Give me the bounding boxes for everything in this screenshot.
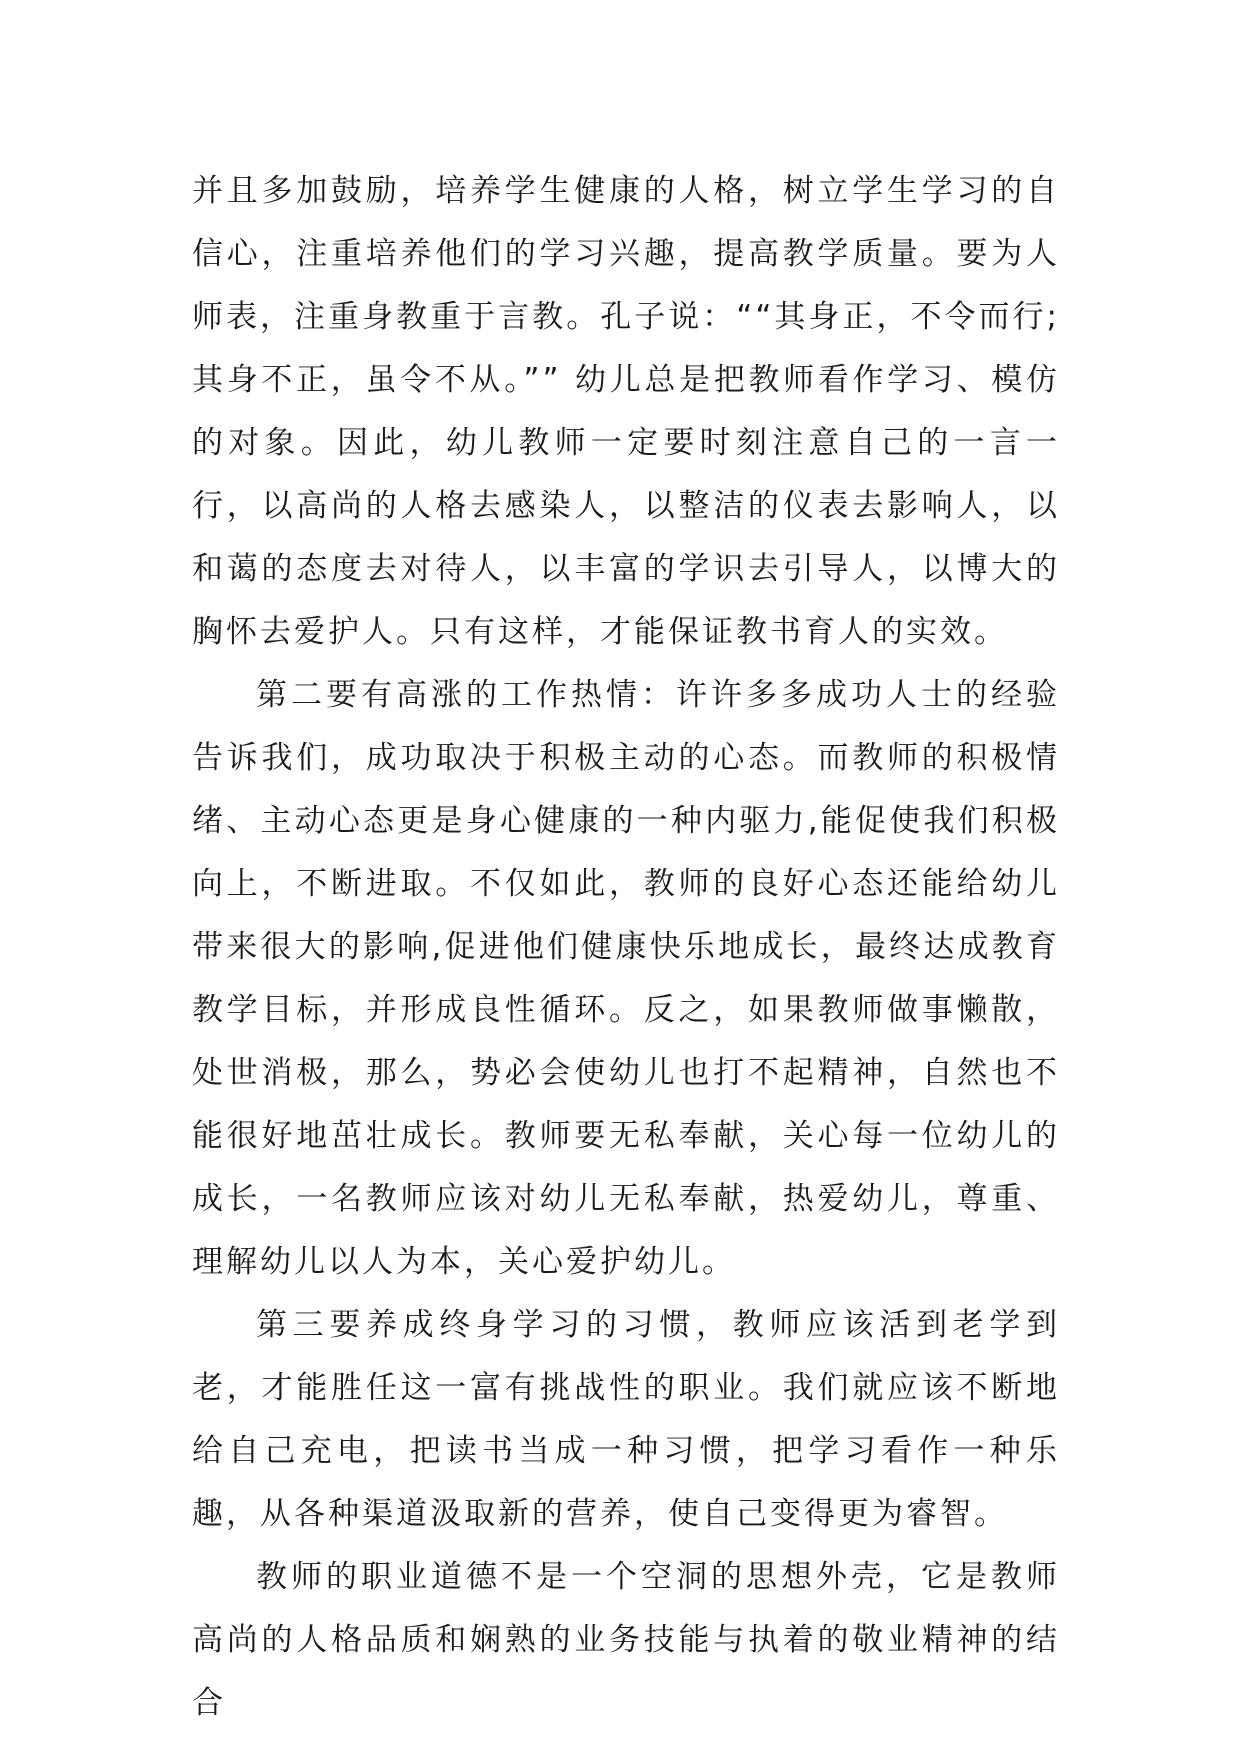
paragraph-4: 教师的职业道德不是一个空洞的思想外壳，它是教师高尚的人格品质和娴熟的业务技能与执着的敬业精神的结合 xyxy=(192,1559,1060,1721)
paragraph-2: 第二要有高涨的工作热情：许许多多成功人士的经验告诉我们，成功取决于积极主动的心态。而教师的积极情绪、主动心态更是身心健康的一种内驱力,能促使我们积极向上，不断进取。不仅如此，教师的良好心态还能给幼儿带来很大的影响,促进他们健康快乐地成长，最终达成教育教学目标，并形成良性循环。反之，如果教师做事懒散，处世消极，那么，势必会使幼儿也打不起精神，自然也不能很好地茁壮成长。教师要无私奉献，关心每一位幼儿的成长，一名教师应该对幼儿无私奉献，热爱幼儿，尊重、理解幼儿以人为本，关心爱护幼儿。 xyxy=(192,677,1060,1280)
paragraph-3: 第三要养成终身学习的习惯，教师应该活到老学到老，才能胜任这一富有挑战性的职业。我们就应该不断地给自己充电，把读书当成一种习惯，把学习看作一种乐趣，从各种渠道汲取新的营养，使自己变得更为睿智。 xyxy=(192,1307,1060,1532)
paragraph-1: 并且多加鼓励，培养学生健康的人格，树立学生学习的自信心，注重培养他们的学习兴趣，提高教学质量。要为人师表，注重身教重于言教。孔子说：““其身正，不令而行;其身不正，虽令不从。”” 幼儿总是把教师看作学习、模仿的对象。因此，幼儿教师一定要时刻注意自己的一言一行，以高尚的人格去感染人，以整洁的仪表去影响人，以和蔼的态度去对待人，以丰富的学识去引导人，以博大的胸怀去爱护人。只有这样，才能保证教书育人的实效。 xyxy=(192,173,1060,650)
document-body xyxy=(192,160,1060,1735)
